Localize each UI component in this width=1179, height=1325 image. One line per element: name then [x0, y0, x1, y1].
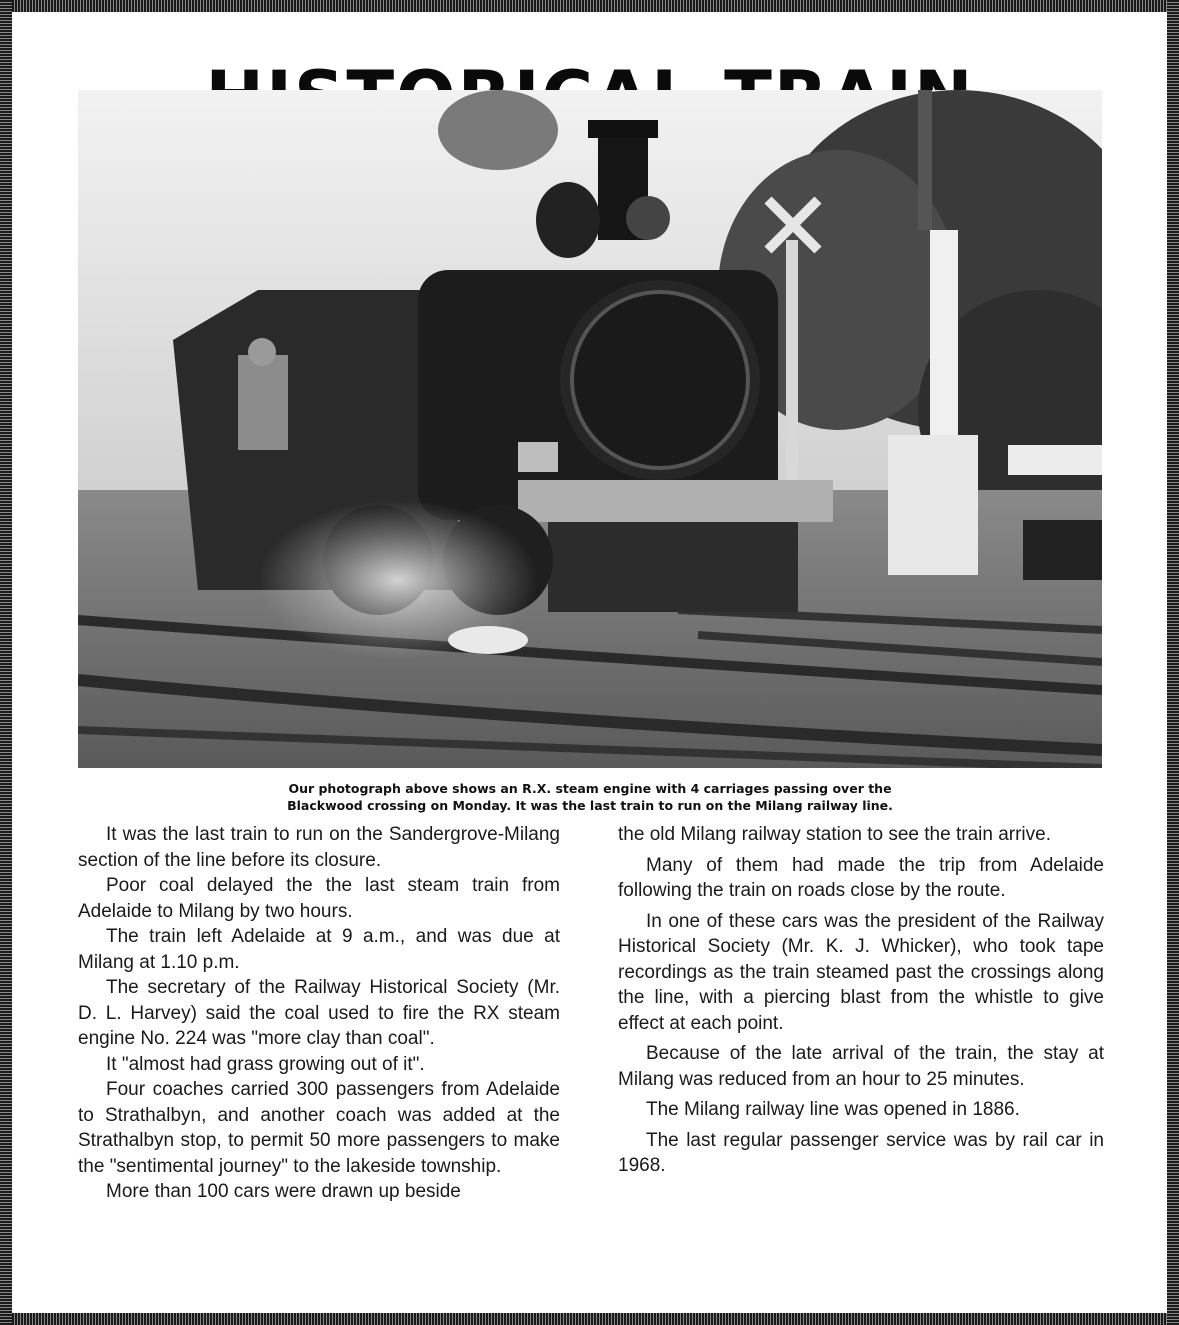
paragraph: Because of the late arrival of the train, the stay at Milang was reduced from an hour to 25 minutes. — [618, 1043, 1104, 1090]
paragraph: The Milang railway line was opened in 1886. — [646, 1099, 1020, 1120]
paragraph: the old Milang railway station to see the train arrive. — [618, 824, 1051, 845]
caption-line-1: Our photograph above shows an R.X. steam engine with 4 carriages passing over the — [288, 781, 892, 796]
paragraph: The train left Adelaide at 9 a.m., and was due at Milang at 1.10 p.m. — [78, 926, 560, 973]
border-top — [0, 0, 1179, 12]
paragraph: In one of these cars was the president of the Railway Historical Society (Mr. K. J. Whicker), who took tape recordings as the train steamed past the crossings along the line, with a piercing blast from the whistle to give effect at each point. — [618, 910, 1104, 1034]
steam-engine-illustration — [78, 90, 1102, 768]
border-bottom — [0, 1313, 1179, 1325]
paragraph: Poor coal delayed the the last steam train from Adelaide to Milang by two hours. — [78, 875, 560, 922]
paragraph: Four coaches carried 300 passengers from Adelaide to Strathalbyn, and another coach was added at the Strathalbyn stop, to permit 50 more passengers to make the "sentimental journey" to the lakeside township. — [78, 1079, 560, 1177]
border-right — [1167, 0, 1179, 1325]
article-column-left — [78, 822, 560, 1205]
paragraph: More than 100 cars were drawn up beside — [106, 1181, 461, 1202]
paragraph: It was the last train to run on the Sandergrove-Milang section of the line before its closure. — [78, 824, 560, 871]
article-column-right — [618, 822, 1104, 1184]
paragraph: It "almost had grass growing out of it". — [106, 1053, 425, 1075]
paragraph: The last regular passenger service was by rail car in 1968. — [618, 1129, 1104, 1176]
photo-caption — [150, 780, 1030, 814]
train-photograph — [78, 90, 1102, 768]
paragraph: The secretary of the Railway Historical Society (Mr. D. L. Harvey) said the coal used to fire the RX steam engine No. 224 was "more clay than coal". — [78, 977, 560, 1049]
paragraph: Many of them had made the trip from Adelaide following the train on roads close by the route. — [618, 854, 1104, 901]
caption-line-2: Blackwood crossing on Monday. It was the last train to run on the Milang railway line. — [287, 798, 893, 813]
border-left — [0, 0, 12, 1325]
